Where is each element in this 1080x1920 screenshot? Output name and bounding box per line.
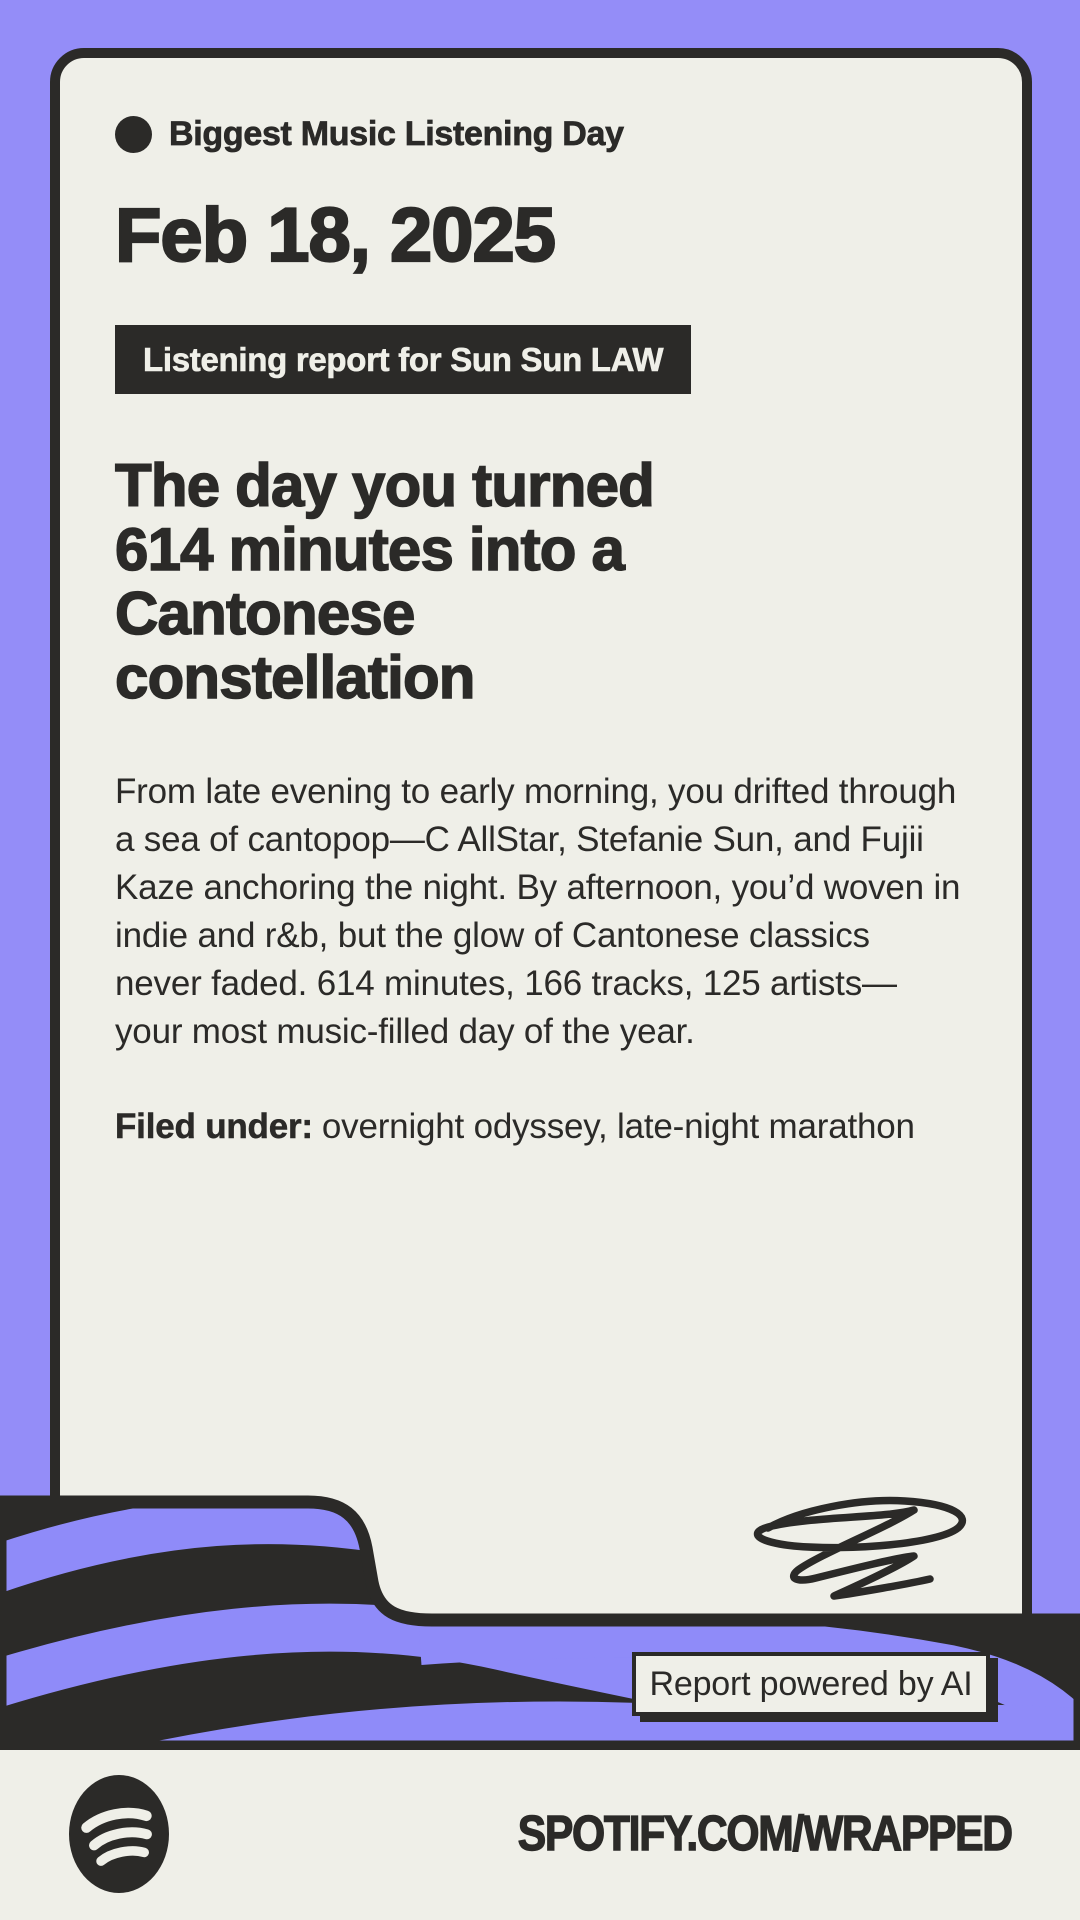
summary-paragraph: From late evening to early morning, you drifted through a sea of cantopop—C AllStar, Stefanie Sun, and Fujii Kaze anchoring the night. By afternoon, you’d woven in indie and r&b, but the glow of Cantonese classics never faded. 614 minutes, 166 tracks, 125 artists—your most music-filled day of the year.	[115, 772, 961, 1051]
bullet-dot-icon	[115, 116, 152, 153]
spotify-logo-icon	[69, 1775, 169, 1893]
signature-scribble	[690, 1488, 990, 1612]
filed-under-value: overnight odyssey, late-night marathon	[321, 1107, 915, 1146]
footer-url: SPOTIFY.COM/WRAPPED	[518, 1806, 1012, 1861]
ai-badge: Report powered by AI	[632, 1652, 990, 1716]
report-for-badge: Listening report for Sun Sun LAW	[115, 325, 691, 394]
filed-under-label: Filed under:	[115, 1107, 313, 1146]
footer-bar	[0, 1747, 1080, 1920]
headline: The day you turned 614 minutes into a Cantonese constellation	[115, 452, 654, 711]
filed-under	[115, 1103, 964, 1151]
date-heading: Feb 18, 2025	[115, 193, 556, 278]
listening-report-card	[50, 48, 1032, 1662]
eyebrow-label: Biggest Music Listening Day	[169, 115, 624, 153]
eyebrow-row	[115, 115, 964, 154]
